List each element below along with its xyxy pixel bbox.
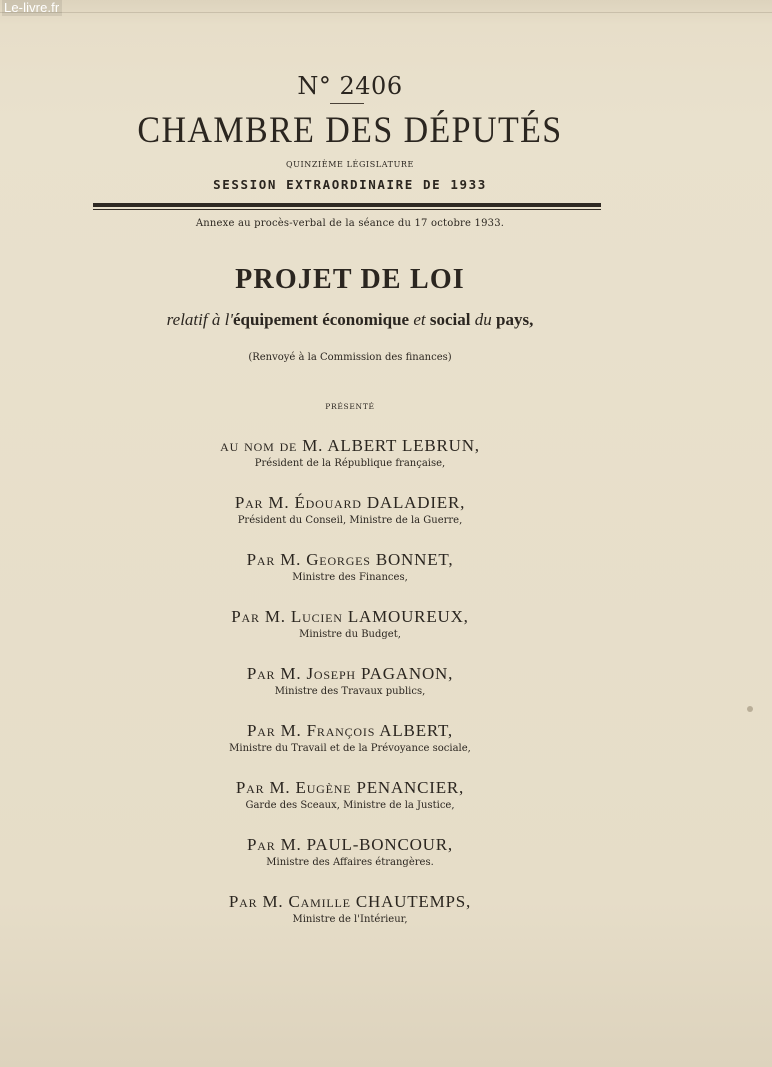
presenter-first-name: Lucien [290,607,343,626]
presenter-office: Ministre du Travail et de la Prévoyance sociale, [229,743,471,754]
subtitle-word-et: et [413,310,426,329]
presenter-office: Ministre des Affaires étrangères. [266,857,434,868]
presenter-first-name: Georges [306,550,371,569]
presenter-first-name: Camille [288,892,351,911]
presenter-5 [0,664,700,699]
presenter-name-line [0,436,700,456]
presenter-prefix: Par [231,607,260,626]
presenter-9 [0,892,700,927]
presenter-honorific: M. [280,721,302,740]
presenter-last-name: PENANCIER, [356,778,465,797]
presenter-honorific: M. [280,550,302,569]
presenter-3 [0,550,700,585]
presenter-first-name: Eugène [295,778,352,797]
subtitle-word-l: l' [224,310,233,329]
presenter-honorific: M. [269,778,291,797]
presenter-honorific: M. [268,493,290,512]
presenter-last-name: BONNET, [375,550,454,569]
subtitle-word-social: social [429,310,471,329]
presenter-honorific: M. [302,436,324,455]
number-underline [330,103,364,104]
presenter-office: Ministre des Finances, [292,572,408,583]
presenter-office: Président de la République française, [254,458,446,469]
presenter-name-line [0,835,700,855]
presenter-office: Ministre du Budget, [299,629,401,640]
annexe-note: Annexe au procès-verbal de la séance du 17 octobre 1933. [195,218,505,229]
presenter-2 [0,493,700,528]
presenter-7 [0,778,700,813]
presenter-honorific: M. [280,664,302,683]
presenter-last-name: ALBERT LEBRUN, [327,436,480,455]
bill-subtitle [0,310,700,330]
legislature-label: QUINZIÈME LÉGISLATURE [286,160,414,169]
site-watermark: Le-livre.fr [2,0,62,16]
presenter-office: Ministre de l'Intérieur, [292,914,408,925]
subtitle-word-equipement: équipement économique [232,310,410,329]
presenter-name-line [0,892,700,912]
presenter-office: Ministre des Travaux publics, [274,686,426,697]
session-label: SESSION EXTRAORDINAIRE DE 1933 [213,177,487,192]
presenter-last-name: PAUL-BONCOUR, [306,835,453,854]
presenter-name-line [0,493,700,513]
header-rule-thick [93,203,601,207]
presented-label: PRÉSENTÉ [325,402,375,411]
presenter-name-line [0,550,700,570]
presenter-office: Garde des Sceaux, Ministre de la Justice, [245,800,455,811]
subtitle-word-pays: pays, [496,310,534,329]
presenter-prefix: Par [228,892,258,911]
referral-note: (Renvoyé à la Commission des finances) [248,352,452,363]
presenter-honorific: M. [262,892,284,911]
presenter-1 [0,436,700,471]
presenter-prefix: Par [246,550,276,569]
presenter-6 [0,721,700,756]
presenter-first-name: Édouard [294,493,362,512]
presenter-prefix: Par [247,721,276,740]
document-number: N° 2406 [297,72,403,100]
presenter-name-line [0,664,700,684]
presenter-prefix: Par [235,778,265,797]
presenter-name-line [0,778,700,798]
presenter-honorific: M. [280,835,302,854]
presenter-prefix: Par [247,835,276,854]
bill-title: PROJET DE LOI [235,264,465,295]
presenter-last-name: LAMOUREUX, [347,607,469,626]
top-page-edge [0,12,772,13]
presenter-name-line [0,721,700,741]
presenter-last-name: DALADIER, [366,493,466,512]
presenter-prefix: Par [246,664,276,683]
presenter-last-name: PAGANON, [360,664,454,683]
chamber-heading: CHAMBRE DES DÉPUTÉS [137,110,563,151]
subtitle-word-du: du [474,310,492,329]
presenter-prefix: Par [234,493,264,512]
presenter-office: Président du Conseil, Ministre de la Guerre, [237,515,463,526]
presenter-last-name: CHAUTEMPS, [355,892,472,911]
header-rule-thin [93,209,601,210]
presenter-first-name: Joseph [306,664,356,683]
presenter-honorific: M. [264,607,286,626]
presenter-4 [0,607,700,642]
presenter-first-name: François [306,721,376,740]
subtitle-word-relatif: relatif [166,310,208,329]
presenter-8 [0,835,700,870]
paper-blemish [747,706,753,712]
presenter-last-name: ALBERT, [379,721,453,740]
presenter-prefix: au nom de [220,436,298,455]
presenter-name-line [0,607,700,627]
subtitle-word-a: à [211,310,221,329]
